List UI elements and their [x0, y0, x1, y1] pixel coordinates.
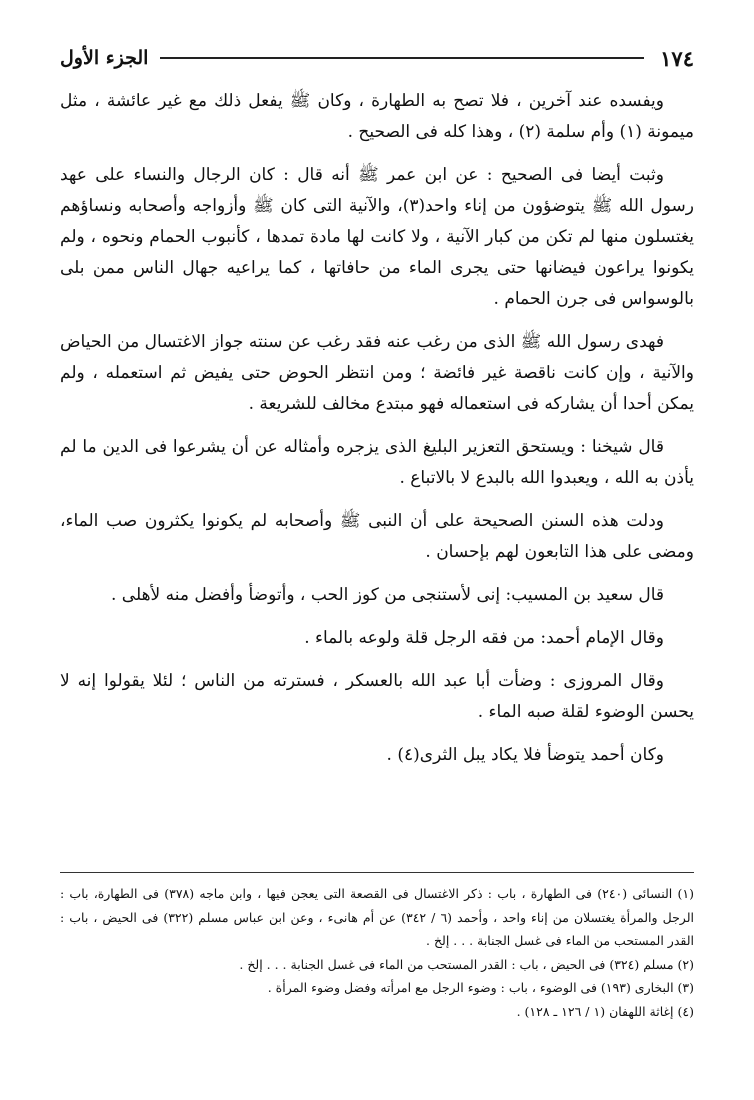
- paragraph: ودلت هذه السنن الصحيحة على أن النبى ﷺ وأصحابه لم يكونوا يكثرون صب الماء، ومضى على هذا التابعون لهم بإحسان .: [60, 511, 694, 562]
- footnote: (٣) البخارى (١٩٣) فى الوضوء ، باب : وضوء الرجل مع امرأته وفضل وضوء المرأة .: [267, 980, 694, 995]
- paragraph: وقال الإمام أحمد: من فقه الرجل قلة ولوعه بالماء .: [304, 628, 664, 648]
- footnote: (٤) إغاثة اللهفان (١ / ١٢٦ ـ ١٢٨) .: [516, 1003, 694, 1019]
- footnote-divider: [60, 872, 694, 873]
- paragraph: وكان أحمد يتوضأ فلا يكاد يبل الثرى(٤) .: [386, 745, 664, 765]
- paragraph: قال سعيد بن المسيب: إنى لأستنجى من كوز الحب ، وأتوضأ وأفضل منه لأهلى .: [110, 585, 664, 605]
- running-title: الجزء الأول: [60, 47, 149, 69]
- paragraph: قال شيخنا : ويستحق التعزير البليغ الذى يزجره وأمثاله عن أن يشرعوا فى الدين ما لم يأذن به الله ، ويعبدوا الله بالبدع لا بالاتباع .: [60, 437, 694, 488]
- page-header: [60, 40, 694, 76]
- body-text: [60, 86, 694, 771]
- footnotes: [60, 882, 694, 1023]
- book-page: [60, 40, 694, 783]
- footnote: (٢) مسلم (٣٢٤) فى الحيض ، باب : القدر المستحب من الماء فى غسل الجنابة . . . إلخ .: [239, 956, 694, 972]
- paragraph: وقال المروزى : وضأت أبا عبد الله بالعسكر ، فسترته من الناس ؛ لئلا يقولوا إنه لا يحسن الوضوء لقلة صبه الماء .: [60, 671, 694, 722]
- header-rule: [160, 57, 644, 59]
- paragraph: ويفسده عند آخرين ، فلا تصح به الطهارة ، وكان ﷺ يفعل ذلك مع غير عائشة ، مثل ميمونة (١) وأم سلمة (٢) ، وهذا كله فى الصحيح .: [60, 91, 694, 142]
- paragraph: وثبت أيضا فى الصحيح : عن ابن عمر ﷺ أنه قال : كان الرجال والنساء على عهد رسول الله ﷺ يتوضؤون من إناء واحد(٣)، والآنية التى كان ﷺ وأزواجه وأصحابه ونساؤهم يغتسلون منها لم تكن من كبار الآنية ، ولا كانت لها مادة تمدها ، كأنبوب الحمام ونحوه ، ولم يكونوا يراعون فيضانها حتى يجرى الماء من حافاتها ، كما يراعيه جهال الناس ممن بلى بالوسواس فى جرن الحمام .: [60, 165, 695, 309]
- paragraph: فهدى رسول الله ﷺ الذى من رغب عنه فقد رغب عن سنته جواز الاغتسال من الحياض والآنية ، وإن كانت ناقصة غير فائضة ؛ ومن انتظر الحوض حتى يفيض ثم استعمله ، ولم يمكن أحدا أن يشاركه فى استعماله فهو مبتدع مخالف للشريعة .: [60, 332, 694, 414]
- page-number: ١٧٤: [660, 45, 694, 71]
- footnote: (١) النسائى (٢٤٠) فى الطهارة ، باب : ذكر الاغتسال فى القصعة التى يعجن فيها ، وابن ماجه (٣٧٨) فى الطهارة، باب : الرجل والمرأة يغتسلان من إناء واحد ، وأحمد (٦ / ٣٤٢) عن أم هانىء ، وعن ابن عباس مسلم (٣٢٢) فى الحيض ، باب : القدر المستحب من الماء فى غسل الجنابة . . . إلخ .: [60, 886, 694, 948]
